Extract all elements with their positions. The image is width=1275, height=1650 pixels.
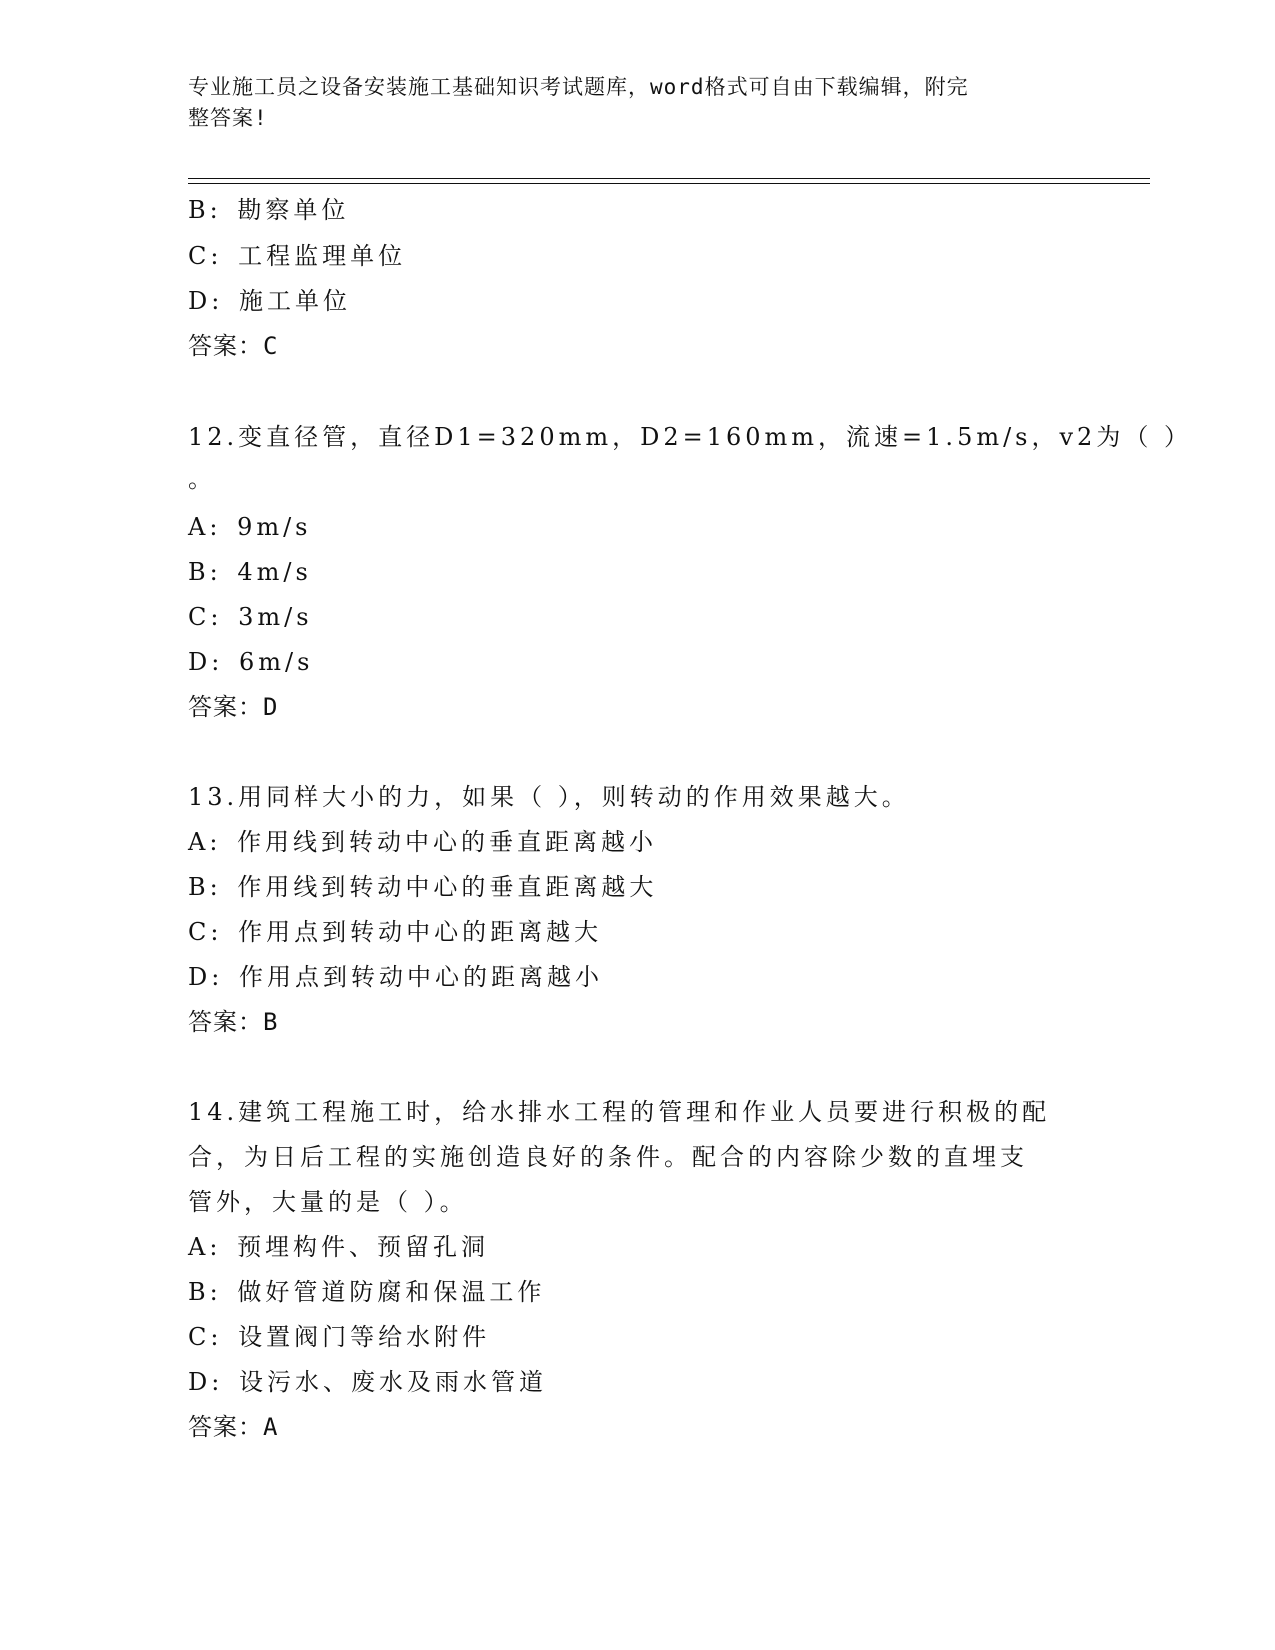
q12-stem-line-1: 12.变直径管，直径D1=320mm，D2=160mm，流速=1.5m/s，v2为（ ） [188,423,1192,451]
answer-value: B [263,1008,279,1036]
q14-option-a [188,1231,489,1263]
header-line-2: 整答案! [188,106,268,130]
q11-option-c [188,240,406,272]
q11-option-d [188,285,351,317]
answer-label: 答案： [188,332,263,360]
option-label: D: [188,963,224,991]
option-text: 作用点到转动中心的距离越小 [238,963,603,991]
q13-answer [188,1006,278,1038]
option-label: B: [188,1278,222,1306]
option-text: 作用线到转动中心的垂直距离越大 [237,873,658,901]
q13-stem-line-1: 13.用同样大小的力，如果（ ），则转动的作用效果越大。 [188,783,910,811]
option-text: 作用线到转动中心的垂直距离越小 [237,828,658,856]
header-line-1: 专业施工员之设备安装施工基础知识考试题库，word格式可自由下载编辑，附完 [188,75,969,99]
q13-option-b [188,871,657,903]
q13-option-c [188,916,602,948]
option-label: A: [188,828,222,856]
option-label: B: [188,873,222,901]
option-label: B: [188,558,222,586]
option-label: D: [188,287,224,315]
q11-answer [188,330,278,362]
option-label: C: [188,242,223,270]
q12-option-b [188,556,312,588]
option-label: A: [188,513,222,541]
option-text: 4m/s [237,558,312,586]
q12-answer [188,691,278,723]
q12-option-c [188,601,313,633]
option-text: 勘察单位 [237,196,350,224]
q12-option-a [188,511,312,543]
answer-label: 答案： [188,1413,263,1441]
option-text: 工程监理单位 [238,242,407,270]
answer-value: C [263,332,279,360]
option-label: A: [188,1233,222,1261]
option-text: 3m/s [238,603,313,631]
header-divider-bottom [188,183,1150,184]
header-divider-top [188,178,1150,179]
option-text: 9m/s [237,513,312,541]
option-text: 施工单位 [238,287,351,315]
q14-answer [188,1411,278,1443]
q13-option-a [188,826,657,858]
q14-option-b [188,1276,545,1308]
option-label: C: [188,1323,223,1351]
q14-option-c [188,1321,490,1353]
option-label: B: [188,196,222,224]
option-text: 做好管道防腐和保温工作 [237,1278,546,1306]
q13-option-d [188,961,603,993]
q12-option-d [188,646,313,678]
q14-stem-line-1: 14.建筑工程施工时，给水排水工程的管理和作业人员要进行积极的配 [188,1098,1051,1126]
answer-value: A [263,1413,279,1441]
option-text: 作用点到转动中心的距离越大 [238,918,603,946]
q14-stem-line-2: 合，为日后工程的实施创造良好的条件。配合的内容除少数的直埋支 [188,1143,1028,1171]
q11-option-b [188,194,349,226]
answer-label: 答案： [188,693,263,721]
q14-option-d [188,1366,547,1398]
option-text: 预埋构件、预留孔洞 [237,1233,490,1261]
document-header [188,72,1068,134]
option-label: C: [188,918,223,946]
option-text: 设污水、废水及雨水管道 [238,1368,547,1396]
option-text: 6m/s [238,648,314,676]
option-label: C: [188,603,223,631]
q14-stem-line-3: 管外，大量的是（ ）。 [188,1188,468,1216]
q12-stem-line-2: 。 [188,465,216,493]
option-label: D: [188,648,224,676]
option-label: D: [188,1368,224,1396]
answer-label: 答案： [188,1008,263,1036]
answer-value: D [263,693,279,721]
option-text: 设置阀门等给水附件 [238,1323,491,1351]
